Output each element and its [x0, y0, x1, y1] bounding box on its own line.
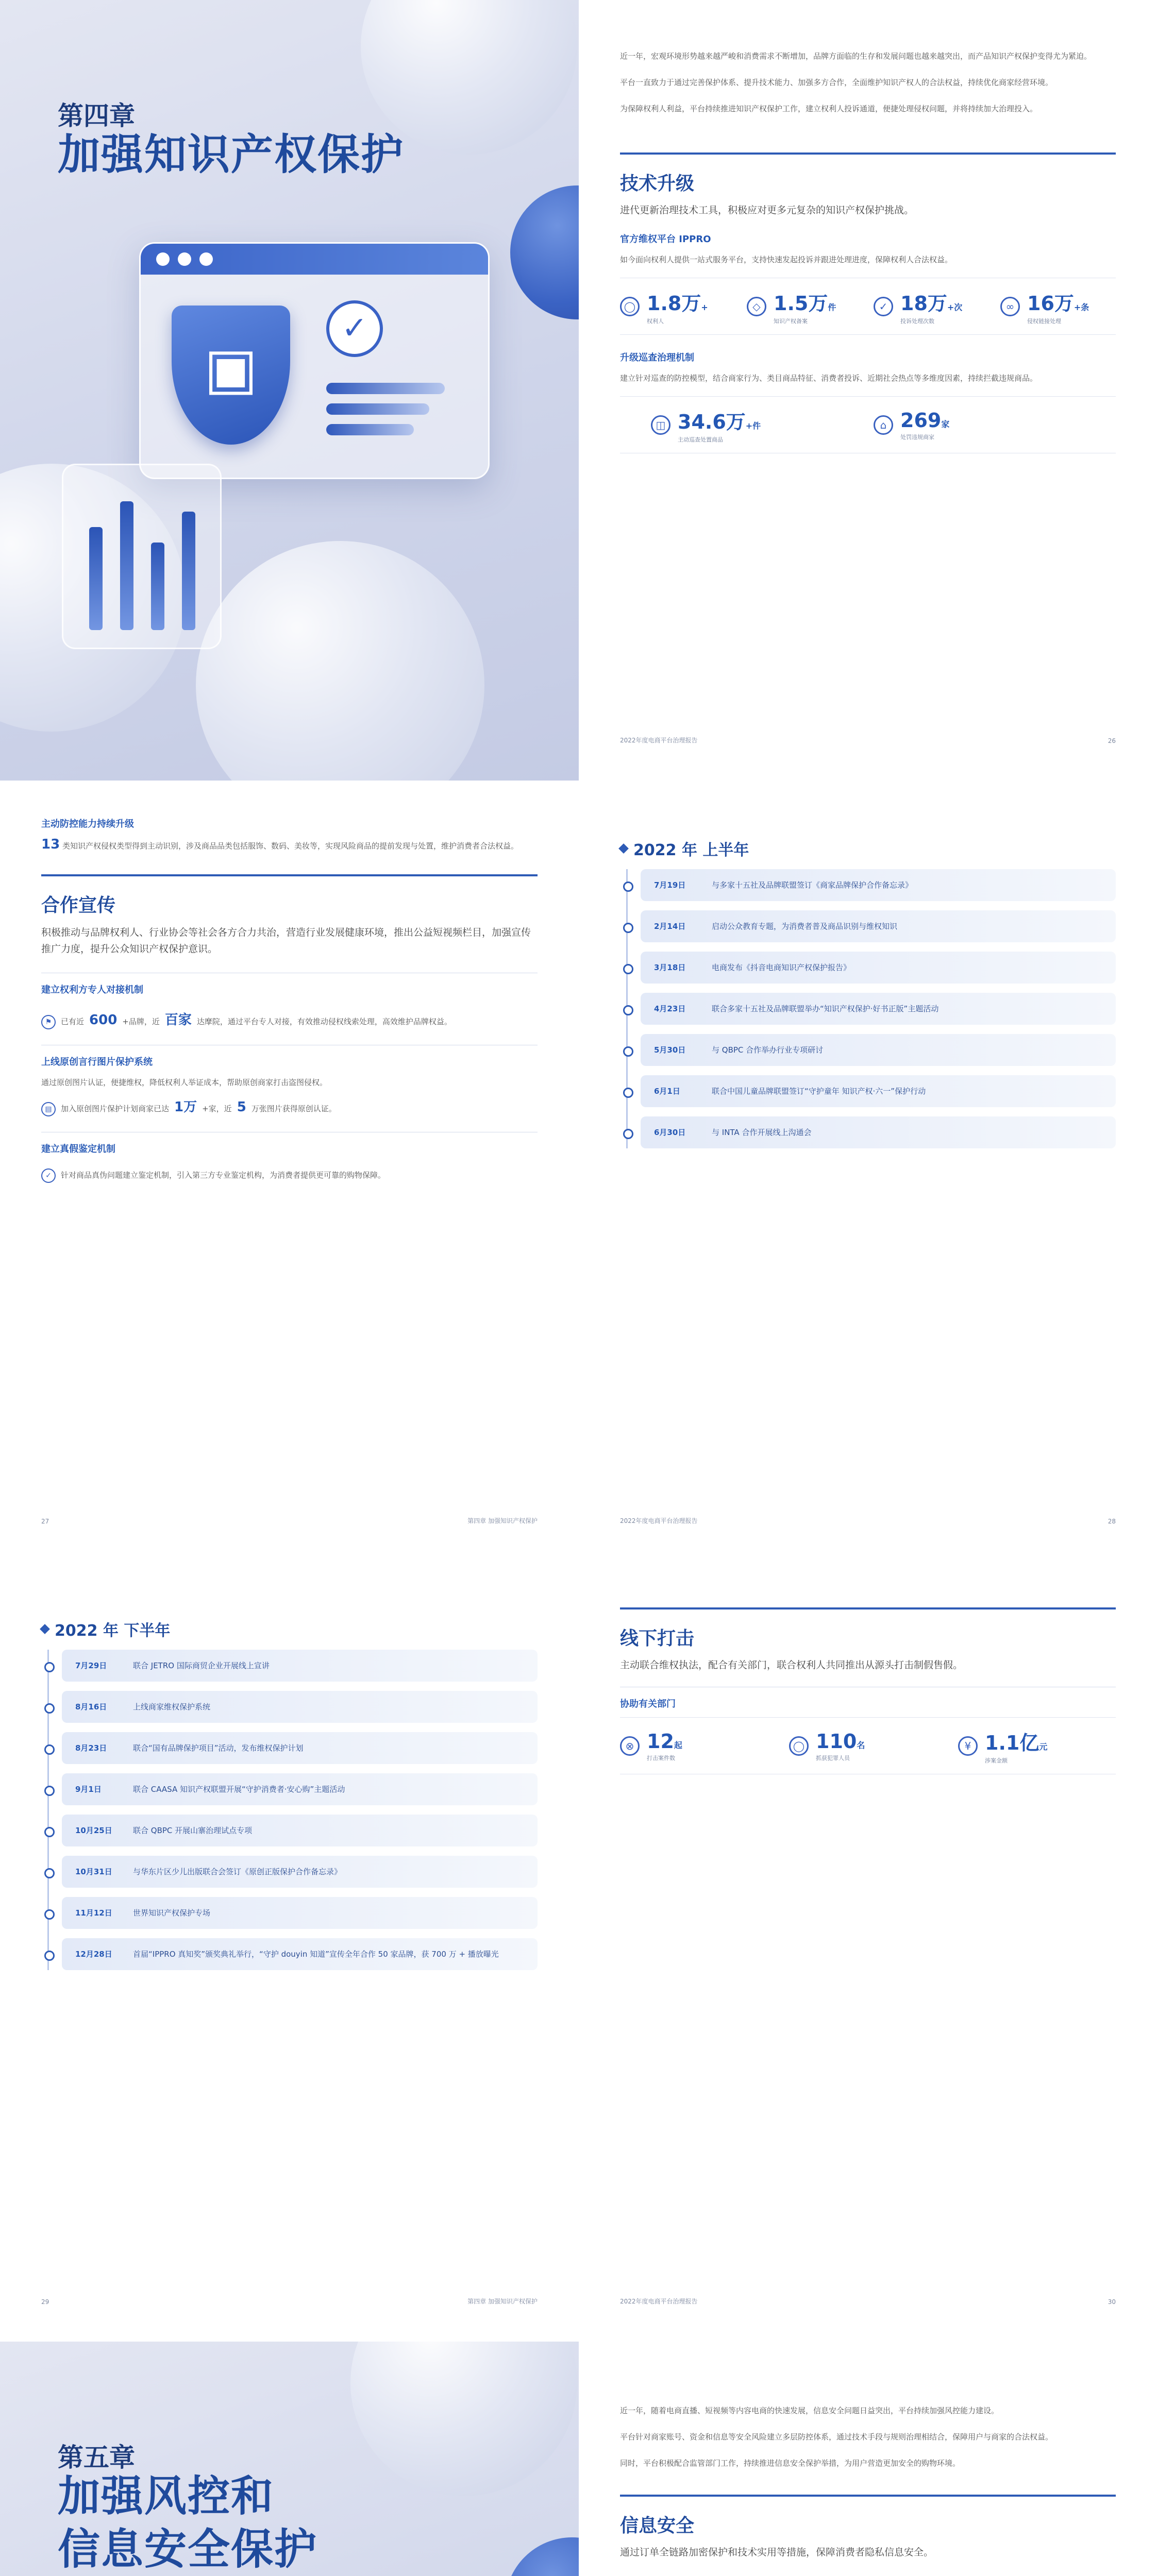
timeline-item	[62, 1815, 538, 1846]
timeline-date: 7月29日	[75, 1661, 107, 1670]
timeline-date: 2月14日	[654, 922, 686, 931]
chapter-title-line: 加强风控和	[58, 2472, 275, 2521]
highlight-number: 5	[237, 1099, 246, 1115]
chapter-label: 第五章	[58, 2443, 135, 2472]
shield-icon: ◇	[747, 297, 766, 316]
subsection-desc: 如今面向权利人提供一站式服务平台，支持快速发起投诉并跟进处理进度，保障权利人合法权益。	[620, 255, 953, 264]
timeline-date: 10月25日	[75, 1826, 112, 1835]
subsection-title: 建立权利方专人对接机制	[41, 985, 143, 995]
timeline-item	[641, 952, 1116, 984]
timeline-item	[62, 1856, 538, 1888]
timeline-date: 7月19日	[654, 880, 686, 890]
stat-text: 针对商品真伪问题建立鉴定机制，引入第三方专业鉴定机构，为消费者提供更可靠的购物保障。	[61, 1171, 386, 1180]
stat-value: 110	[816, 1730, 857, 1753]
timeline-text: 联合 CAASA 知识产权联盟开展“守护消费者·安心购”主题活动	[133, 1785, 345, 1794]
stat-label: 侵权链接处理	[1027, 318, 1061, 325]
intro-paragraph: 为保障权利人利益，平台持续推进知识产权保护工作，建立权利人投诉通道，便捷处理侵权问题，并将持续加大治理投入。	[620, 104, 1038, 113]
section-rule	[620, 2495, 1116, 2497]
timeline-date: 10月31日	[75, 1867, 112, 1876]
spread-4	[0, 2342, 1157, 2576]
timeline-date: 5月30日	[654, 1045, 686, 1055]
stat-value: 16万	[1027, 292, 1074, 315]
timeline-item	[62, 1938, 538, 1970]
page-number: 30	[1108, 2298, 1116, 2306]
decor-sphere	[196, 541, 484, 781]
chapter-5-cover	[0, 2342, 579, 2576]
timeline	[41, 1650, 538, 1970]
timeline-date: 11月12日	[75, 1908, 112, 1918]
stat-label: 抓获犯罪人员	[816, 1754, 850, 1761]
spread-3	[0, 1561, 1157, 2342]
timeline-date: 6月30日	[654, 1128, 686, 1137]
stat-label: 处罚违规商家	[900, 433, 934, 440]
section-lead: 积极推动与品牌权利人、行业协会等社会各方合力共治，营造行业发展健康环境，推出公益短视频栏目，加强宣传推广力度，提升公众知识产权保护意识。	[41, 927, 531, 955]
stat-label: 主动巡查处置商品	[678, 436, 723, 443]
stat-item	[789, 1730, 947, 1762]
stat-value: 18万	[900, 292, 947, 315]
timeline-text: 与 INTA 合作开展线上沟通会	[712, 1128, 812, 1137]
subsection-title: 协助有关部门	[620, 1699, 676, 1709]
stat-item	[651, 406, 862, 444]
timeline-date: 6月1日	[654, 1087, 680, 1096]
page-number: 26	[1108, 737, 1116, 744]
image-icon: ▤	[41, 1102, 56, 1116]
link-icon: ∞	[1000, 297, 1020, 316]
timeline-date: 9月1日	[75, 1785, 102, 1794]
timeline-text: 联合“国有品牌保护项目”活动，发布维权保护计划	[133, 1743, 304, 1753]
stat-text: 万张图片获得原创认证。	[251, 1104, 337, 1113]
timeline-item	[641, 1075, 1116, 1107]
page-number: 29	[41, 2298, 49, 2306]
stat-text: 加入原创图片保护计划商家已达	[61, 1104, 170, 1113]
highlight-number: 百家	[164, 1012, 192, 1028]
stat-item	[1000, 287, 1116, 325]
stat-unit: +	[701, 302, 708, 312]
highlight-number: 600	[89, 1012, 118, 1028]
timeline-text: 与华东片区少儿出版联合会签订《原创正版保护合作备忘录》	[133, 1867, 342, 1876]
stat-text: +家，近	[202, 1104, 232, 1113]
check-icon: ✓	[41, 1168, 56, 1183]
money-icon: ¥	[958, 1736, 978, 1756]
subsection-title: 上线原创言行图片保护系统	[41, 1057, 153, 1067]
spread-2	[0, 781, 1157, 1561]
intro-paragraph: 平台一直致力于通过完善保护体系、提升技术能力、加强多方合作，全面维护知识产权人的合法权益，持续优化商家经营环境。	[620, 78, 1053, 87]
footer-report-title: 2022年度电商平台治理报告	[620, 1517, 698, 1524]
person-check-icon: ✓	[874, 297, 893, 316]
subsection-title: 主动防控能力持续升级	[41, 819, 134, 829]
timeline-item	[641, 1034, 1116, 1066]
stat-unit: +件	[745, 421, 761, 431]
stat-line	[41, 1162, 538, 1189]
timeline-date: 3月18日	[654, 963, 686, 972]
spread-1	[0, 0, 1157, 781]
footer-report-title: 2022年度电商平台治理报告	[620, 2298, 698, 2305]
person-icon: ◯	[789, 1736, 809, 1756]
timeline-heading-text: 2022 年 下半年	[55, 1622, 171, 1640]
stat-row	[620, 278, 1116, 335]
stat-value: 269	[900, 409, 942, 432]
timeline-text: 首届“IPPRO 真知奖”颁奖典礼举行，“守护 douyin 知道”宣传全年合作 50 家品牌，获 700 万 + 播放曝光	[133, 1950, 499, 1959]
timeline-item	[62, 1773, 538, 1805]
chapter-title-line: 信息安全保护	[58, 2524, 318, 2574]
stat-value: 1.5万	[774, 292, 828, 315]
stat-label: 打击案件数	[647, 1754, 675, 1761]
timeline-item	[62, 1691, 538, 1723]
stat-unit: 起	[674, 1740, 682, 1750]
store-icon: ⌂	[874, 415, 893, 435]
section-title: 合作宣传	[41, 895, 116, 916]
timeline-item	[62, 1897, 538, 1929]
stat-unit: 家	[941, 419, 950, 429]
timeline-text: 与 QBPC 合作举办行业专项研讨	[712, 1045, 824, 1055]
subsection-title	[620, 2574, 1116, 2576]
chapter-title	[58, 2470, 317, 2576]
timeline-date: 8月23日	[75, 1743, 107, 1753]
chapter-title: 加强知识产权保护	[58, 130, 405, 179]
timeline-date: 8月16日	[75, 1702, 107, 1711]
footer-chapter-title: 第四章 加强知识产权保护	[467, 2298, 538, 2305]
timeline-text: 上线商家维权保护系统	[133, 1702, 211, 1711]
timeline-text: 与多家十五社及品牌联盟签订《商家品牌保护合作备忘录》	[712, 880, 913, 890]
timeline-text: 启动公众教育专题，为消费者普及商品识别与维权知识	[712, 922, 898, 931]
stat-value: 1.1亿	[985, 1732, 1039, 1754]
timeline-heading	[41, 1618, 538, 1640]
stat-row	[620, 396, 1116, 453]
stat-unit: +次	[947, 302, 963, 312]
timeline-item	[62, 1650, 538, 1682]
timeline-heading-text: 2022 年 上半年	[633, 841, 749, 859]
timeline	[620, 869, 1116, 1148]
subsection-title: 建立真假鉴定机制	[41, 1144, 115, 1155]
page-32	[579, 2342, 1157, 2576]
check-icon: ✓	[326, 300, 383, 357]
browser-illustration	[139, 242, 490, 479]
page-29	[0, 1561, 579, 2342]
stat-item	[874, 287, 989, 325]
stat-label: 知识产权备案	[774, 318, 808, 325]
section-rule	[620, 152, 1116, 155]
section-title: 技术升级	[620, 173, 695, 194]
stat-label: 权利人	[647, 318, 664, 325]
page-28	[579, 781, 1157, 1561]
intro-paragraph: 同时，平台积极配合监管部门工作，持续推进信息安全保护举措，为用户营造更加安全的购物环境。	[620, 2459, 961, 2468]
stat-value: 1.8万	[647, 292, 701, 315]
stat-label: 投诉处理次数	[900, 318, 934, 325]
shield-icon	[172, 306, 290, 445]
bar-chart-illustration	[62, 464, 222, 649]
timeline-item	[641, 993, 1116, 1025]
timeline-text: 电商发布《抖音电商知识产权保护报告》	[712, 963, 851, 972]
book-icon: ▣	[204, 335, 258, 401]
stat-item	[958, 1727, 1116, 1765]
decor-sphere	[350, 2342, 577, 2496]
stat-line	[41, 1003, 538, 1036]
stat-line	[41, 1090, 538, 1123]
stat-item	[747, 287, 862, 325]
subsection-title: 升级巡查治理机制	[620, 352, 694, 363]
stat-text: 已有近	[61, 1017, 85, 1026]
stat-label: 涉案金额	[985, 1757, 1008, 1764]
stat-row	[620, 1717, 1116, 1774]
chapter-label: 第四章	[58, 101, 135, 131]
user-icon: ◯	[620, 297, 640, 316]
timeline-text: 联合多家十五社及品牌联盟举办“知识产权保护·好书正版”主题活动	[712, 1004, 939, 1013]
page-26	[579, 0, 1157, 781]
section-lead: 进代更新治理技术工具，积极应对更多元复杂的知识产权保护挑战。	[620, 205, 914, 216]
stat-unit: +条	[1074, 302, 1089, 312]
subsection-desc: 建立针对巡查的防控模型，结合商家行为、类目商品特征、消费者投诉、近期社会热点等多维度因素，持续拦截违规商品。	[620, 374, 1038, 383]
timeline-heading	[620, 837, 1116, 860]
timeline-item	[62, 1732, 538, 1764]
stat-value: 12	[647, 1730, 674, 1753]
chapter-4-cover	[0, 0, 579, 781]
timeline-text: 联合 JETRO 国际商贸企业开展线上宣讲	[133, 1661, 270, 1670]
footer-chapter-title: 第四章 加强知识产权保护	[467, 1517, 538, 1524]
stat-text: +品牌，近	[122, 1017, 160, 1026]
decor-blue-sphere	[505, 2537, 579, 2576]
timeline-text: 联合中国儿童品牌联盟签订“守护童年 知识产权·六一”保护行动	[712, 1087, 926, 1096]
browser-title-bar	[141, 244, 488, 275]
intro-paragraph: 近一年，宏观环境形势越来越严峻和消费需求不断增加，品牌方面临的生存和发展问题也越来越突出，而产品知识产权保护变得尤为紧迫。	[620, 52, 1092, 61]
timeline-item	[641, 1116, 1116, 1148]
highlight-number: 13	[41, 837, 60, 852]
timeline-date: 12月28日	[75, 1950, 112, 1959]
timeline-text: 世界知识产权保护专场	[133, 1908, 211, 1918]
highlight-number: 1万	[174, 1099, 197, 1115]
handcuff-icon: ⊗	[620, 1736, 640, 1756]
stat-unit: 名	[857, 1740, 865, 1750]
section-lead: 主动联合维权执法，配合有关部门，联合权利人共同推出从源头打击制假售假。	[620, 1659, 963, 1671]
section-title: 信息安全	[620, 2515, 695, 2536]
section-rule	[620, 1607, 1116, 1609]
stat-unit: 元	[1039, 1742, 1048, 1752]
timeline-item	[641, 910, 1116, 942]
section-title: 线下打击	[620, 1628, 695, 1649]
stat-item	[874, 409, 1085, 441]
timeline-item	[641, 869, 1116, 901]
stat-text: 达摩院，通过平台专人对接，有效推动侵权线索处理，高效维护品牌权益。	[196, 1017, 452, 1026]
footer-report-title: 2022年度电商平台治理报告	[620, 737, 698, 744]
stat-item	[620, 287, 735, 325]
subsection-desc: 通过原创图片认证，便捷维权，降低权利人举证成本，帮助原创商家打击盗图侵权。	[41, 1078, 328, 1087]
stat-unit: 件	[828, 302, 836, 312]
timeline-date: 4月23日	[654, 1004, 686, 1013]
decor-blue-sphere	[510, 185, 579, 319]
subsection-title: 官方维权平台 IPPRO	[620, 234, 711, 245]
flag-icon: ⚑	[41, 1015, 56, 1029]
page-30	[579, 1561, 1157, 2342]
intro-paragraph: 近一年，随着电商直播、短视频等内容电商的快速发展，信息安全问题日益突出，平台持续加强风控能力建设。	[620, 2406, 999, 2415]
stat-item	[620, 1730, 778, 1762]
page-number: 27	[41, 1518, 49, 1525]
timeline-text: 联合 QBPC 开展山寨治理试点专项	[133, 1826, 253, 1835]
page-number: 28	[1108, 1518, 1116, 1525]
stat-value: 34.6万	[678, 411, 746, 433]
subsection-desc: 类知识产权侵权类型得到主动识别，涉及商品品类包括服饰、数码、美妆等，实现风险商品的提前发现与处置，维护消费者合法权益。	[62, 841, 518, 851]
bag-icon: ◫	[651, 415, 670, 435]
section-lead: 通过订单全链路加密保护和技术实用等措施，保障消费者隐私信息安全。	[620, 2547, 934, 2558]
page-27	[0, 781, 579, 1561]
intro-paragraph: 平台针对商家账号、资金和信息等安全风险建立多层防控体系，通过技术手段与规则治理相结合，保障用户与商家的合法权益。	[620, 2432, 1053, 2442]
section-rule	[41, 874, 538, 876]
